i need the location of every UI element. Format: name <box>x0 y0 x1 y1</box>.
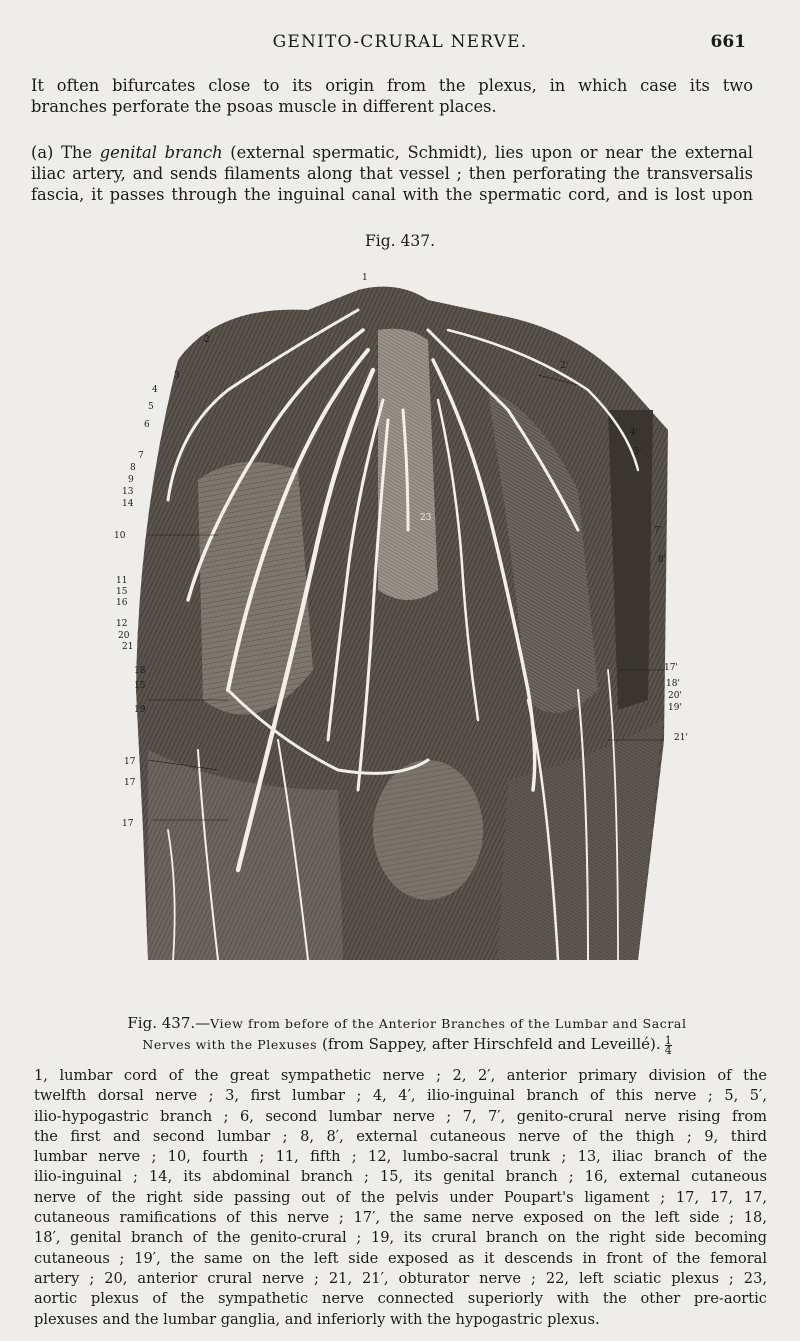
figure-label: 19 <box>134 705 146 715</box>
paragraph-bifurcation <box>31 75 753 117</box>
figure-label: 15 <box>134 681 146 691</box>
figure-label: 4' <box>630 428 639 438</box>
legend-line: lumbar nerve ; 10, fourth ; 11, fifth ; 12, lumbo-sacral trunk ; 13, iliac branch of the <box>34 1148 767 1166</box>
caption-title: View from before of the Anterior Branches of the Lumbar and Sacral <box>210 1016 687 1031</box>
legend-line: nerve of the right side passing out of the pelvis under Poupart's ligament ; 17, 17, 17, <box>34 1188 767 1206</box>
figure-label: 7' <box>654 526 663 536</box>
legend-line: cutaneous ramifications of this nerve ; 17′, the same nerve exposed on the left side ; 18, <box>34 1209 767 1227</box>
caption-source: (from Sappey, after Hirschfeld and Leveillé). <box>317 1035 661 1053</box>
figure-label: 21 <box>122 642 134 652</box>
text-line: (a) The genital branch (external spermatic, Schmidt), lies upon or near the external <box>31 143 753 162</box>
text-line: fascia, it passes through the inguinal canal with the spermatic cord, and is lost upon <box>31 185 753 204</box>
running-title: GENITO-CRURAL NERVE. <box>272 32 528 52</box>
figure-label: 8 <box>130 463 136 473</box>
figure-label: 4 <box>152 385 158 395</box>
figure-label: 2 <box>204 335 210 345</box>
figure-label: 8' <box>658 555 667 565</box>
legend-line: cutaneous ; 19′, the same on the left side exposed as it descends in front of the femoral <box>34 1249 767 1267</box>
legend-line: ilio-hypogastric branch ; 6, second lumbar nerve ; 7, 7′, genito-crural nerve rising from <box>34 1107 767 1125</box>
figure-label: 20' <box>668 691 682 701</box>
figure-label: 18 <box>134 666 146 676</box>
figure-label: 17 <box>124 778 136 788</box>
text-line: branches perforate the psoas muscle in different places. <box>31 97 497 116</box>
figure-label: 16 <box>116 598 128 608</box>
legend-line: 18′, genital branch of the genito-crural ; 19, its crural branch on the right side becoming <box>34 1229 767 1247</box>
legend-line: aortic plexus of the sympathetic nerve connected superiorly with the other pre-aortic <box>34 1290 767 1308</box>
anatomical-engraving <box>108 270 698 970</box>
figure-label: 7 <box>138 451 144 461</box>
scale-fraction: $\frac{1}{4}$ <box>664 1033 672 1057</box>
running-head <box>30 30 770 60</box>
text-line: It often bifurcates close to its origin from the plexus, in which case its two <box>31 76 753 95</box>
caption-line <box>47 1034 767 1055</box>
figure-label: 11 <box>116 576 128 586</box>
text-line: iliac artery, and sends filaments along that vessel ; then perforating the transversalis <box>31 164 753 183</box>
page-number: 661 <box>710 32 746 52</box>
legend-line: ilio-inguinal ; 14, its abdominal branch ; 15, its genital branch ; 16, external cutaneous <box>34 1168 767 1186</box>
figure-label: 17 <box>124 757 136 767</box>
italic-term: genital branch <box>99 143 223 162</box>
legend-line: plexuses and the lumbar ganglia, and inferiorly with the hypogastric plexus. <box>34 1310 600 1328</box>
figure-label: 9 <box>128 475 134 485</box>
figure-caption <box>47 1013 767 1055</box>
figure-label: 14 <box>122 499 134 509</box>
figure-label: 15 <box>116 587 128 597</box>
figure-label: 12 <box>116 619 128 629</box>
figure-label: 2' <box>560 361 569 371</box>
figure-label: 3 <box>174 371 180 381</box>
figure-label: 10 <box>114 531 126 541</box>
figure-label: 6 <box>144 420 150 430</box>
legend-line: the first and second lumbar ; 8, 8′, external cutaneous nerve of the thigh ; 9, third <box>34 1127 767 1145</box>
figure-label: 19' <box>668 703 682 713</box>
legend-line: 1, lumbar cord of the great sympathetic nerve ; 2, 2′, anterior primary division of the <box>34 1067 767 1084</box>
figure-legend <box>34 1066 767 1330</box>
figure-label: 1 <box>362 273 368 283</box>
figure-label: 17' <box>664 663 678 673</box>
legend-line: twelfth dorsal nerve ; 3, first lumbar ; 4, 4′, ilio-inguinal branch of this nerve ; 5, 5′, <box>34 1087 767 1105</box>
figure-label: 5 <box>148 402 154 412</box>
figure-label: 17 <box>122 819 134 829</box>
caption-title: Nerves with the Plexuses <box>142 1037 318 1052</box>
figure-label: 23 <box>420 513 432 523</box>
figure-label: 5' <box>634 447 643 457</box>
figure-label: 21' <box>674 733 688 743</box>
caption-fig-ref: Fig. 437.— <box>127 1014 211 1032</box>
figure-label: 20 <box>118 631 130 641</box>
figure-label: 13 <box>122 487 134 497</box>
figure-number: Fig. 437. <box>365 232 435 250</box>
paragraph-genital-branch <box>31 142 753 205</box>
caption-line <box>47 1013 767 1034</box>
figure-label: 18' <box>666 679 680 689</box>
engraving-illustration <box>108 270 698 970</box>
legend-line: artery ; 20, anterior crural nerve ; 21, 21′, obturator nerve ; 22, left sciatic plexus ; 23, <box>34 1269 767 1287</box>
